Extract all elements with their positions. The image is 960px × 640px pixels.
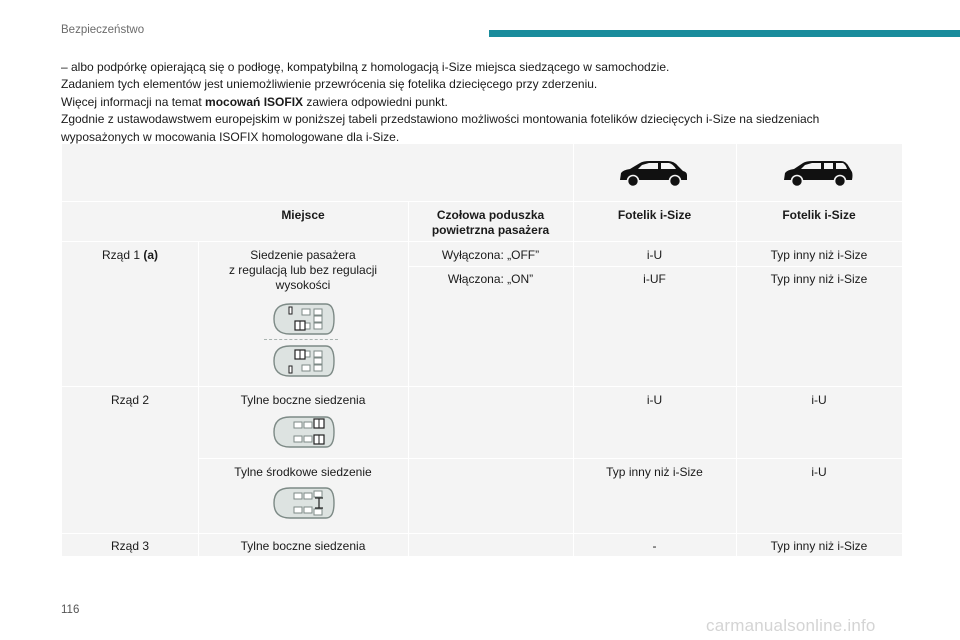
row2-outer-col1: i-U [646, 393, 663, 407]
seat-map-divider [264, 339, 338, 340]
row1-off-col1: i-U [646, 248, 663, 262]
intro-line-1: – albo podpórkę opierającą się o podłogę, kompatybilną z homologacją i-Size miejsca siedzącego w samochodzie. [61, 60, 670, 74]
header-isize-1: Fotelik i-Size [617, 208, 692, 222]
intro-line-3-pre: Więcej informacji na temat [61, 94, 206, 109]
grid-hline [62, 201, 902, 202]
row3-label: Rząd 3 [110, 539, 150, 553]
airbag-off: Wyłączona: „OFF” [441, 248, 540, 262]
header-place: Miejsce [281, 208, 325, 222]
row1-on-col1: i-UF [643, 272, 666, 286]
row1-note-ref: (a) [143, 248, 159, 262]
watermark: carmanualsonline.info [706, 616, 876, 635]
row2-label: Rząd 2 [110, 393, 150, 407]
row1-seat-line2: z regulacją lub bez regulacji [228, 263, 378, 277]
header-airbag-line2: powietrzna pasażera [431, 223, 550, 237]
row1-label [62, 248, 198, 263]
grid-hline [62, 533, 902, 534]
row1-off-col2: Typ inny niż i-Size [770, 248, 868, 262]
row2-center-col2: i-U [811, 465, 827, 479]
grid-hline [408, 266, 902, 267]
section-title: Bezpieczeństwo [61, 24, 145, 36]
row1-seat [198, 248, 408, 293]
grid-hline [62, 241, 902, 242]
grid-vline [736, 144, 737, 556]
airbag-on: Włączona: „ON” [447, 272, 534, 286]
row2-center-col1: Typ inny niż i-Size [606, 465, 703, 479]
suv-7-seat-icon [781, 160, 855, 188]
rear-center-seat-map-icon [268, 485, 338, 521]
header-airbag [408, 208, 573, 238]
grid-hline [62, 386, 902, 387]
header-airbag-line1: Czołowa poduszka [436, 208, 545, 222]
front-passenger-seat-map-icon [268, 343, 338, 379]
grid-hline [198, 458, 902, 459]
page-number: 116 [61, 604, 80, 616]
intro-line-3 [61, 94, 911, 111]
row1-label-text: Rząd 1 [101, 248, 144, 262]
row3-col1: - [652, 539, 657, 553]
suv-5-seat-icon [616, 160, 690, 188]
intro-line-2: Zadaniem tych elementów jest uniemożliwienie przewrócenia się fotelika dziecięcego przy zderzeniu. [61, 77, 598, 92]
isofix-reference: mocowań ISOFIX [205, 94, 304, 109]
header-isize-2: Fotelik i-Size [782, 208, 856, 222]
intro-line-4: Zgodnie z ustawodawstwem europejskim w poniższej tabeli przedstawiono możliwości montowania fotelików dziecięcych i-Size na siedzeniach [61, 112, 820, 127]
intro-text [61, 59, 911, 146]
header-accent-bar [489, 30, 960, 37]
front-passenger-seat-map-icon [268, 301, 338, 337]
row2-center-seat: Tylne środkowe siedzenie [234, 465, 372, 479]
row1-on-col2: Typ inny niż i-Size [770, 272, 868, 286]
intro-line-5: wyposażonych w mocowania ISOFIX homologowane dla i-Size. [61, 129, 400, 144]
row2-outer-seat: Tylne boczne siedzenia [240, 393, 366, 407]
rear-outer-seats-map-icon [268, 414, 338, 450]
row3-seat: Tylne boczne siedzenia [240, 539, 366, 553]
row2-outer-col2: i-U [811, 393, 827, 407]
row1-seat-line3: wysokości [275, 278, 331, 292]
grid-vline [573, 144, 574, 556]
row1-seat-line1: Siedzenie pasażera [250, 248, 356, 262]
isize-table [62, 144, 902, 556]
intro-line-3-post: zawiera odpowiedni punkt. [303, 94, 448, 109]
row3-col2: Typ inny niż i-Size [770, 539, 868, 553]
